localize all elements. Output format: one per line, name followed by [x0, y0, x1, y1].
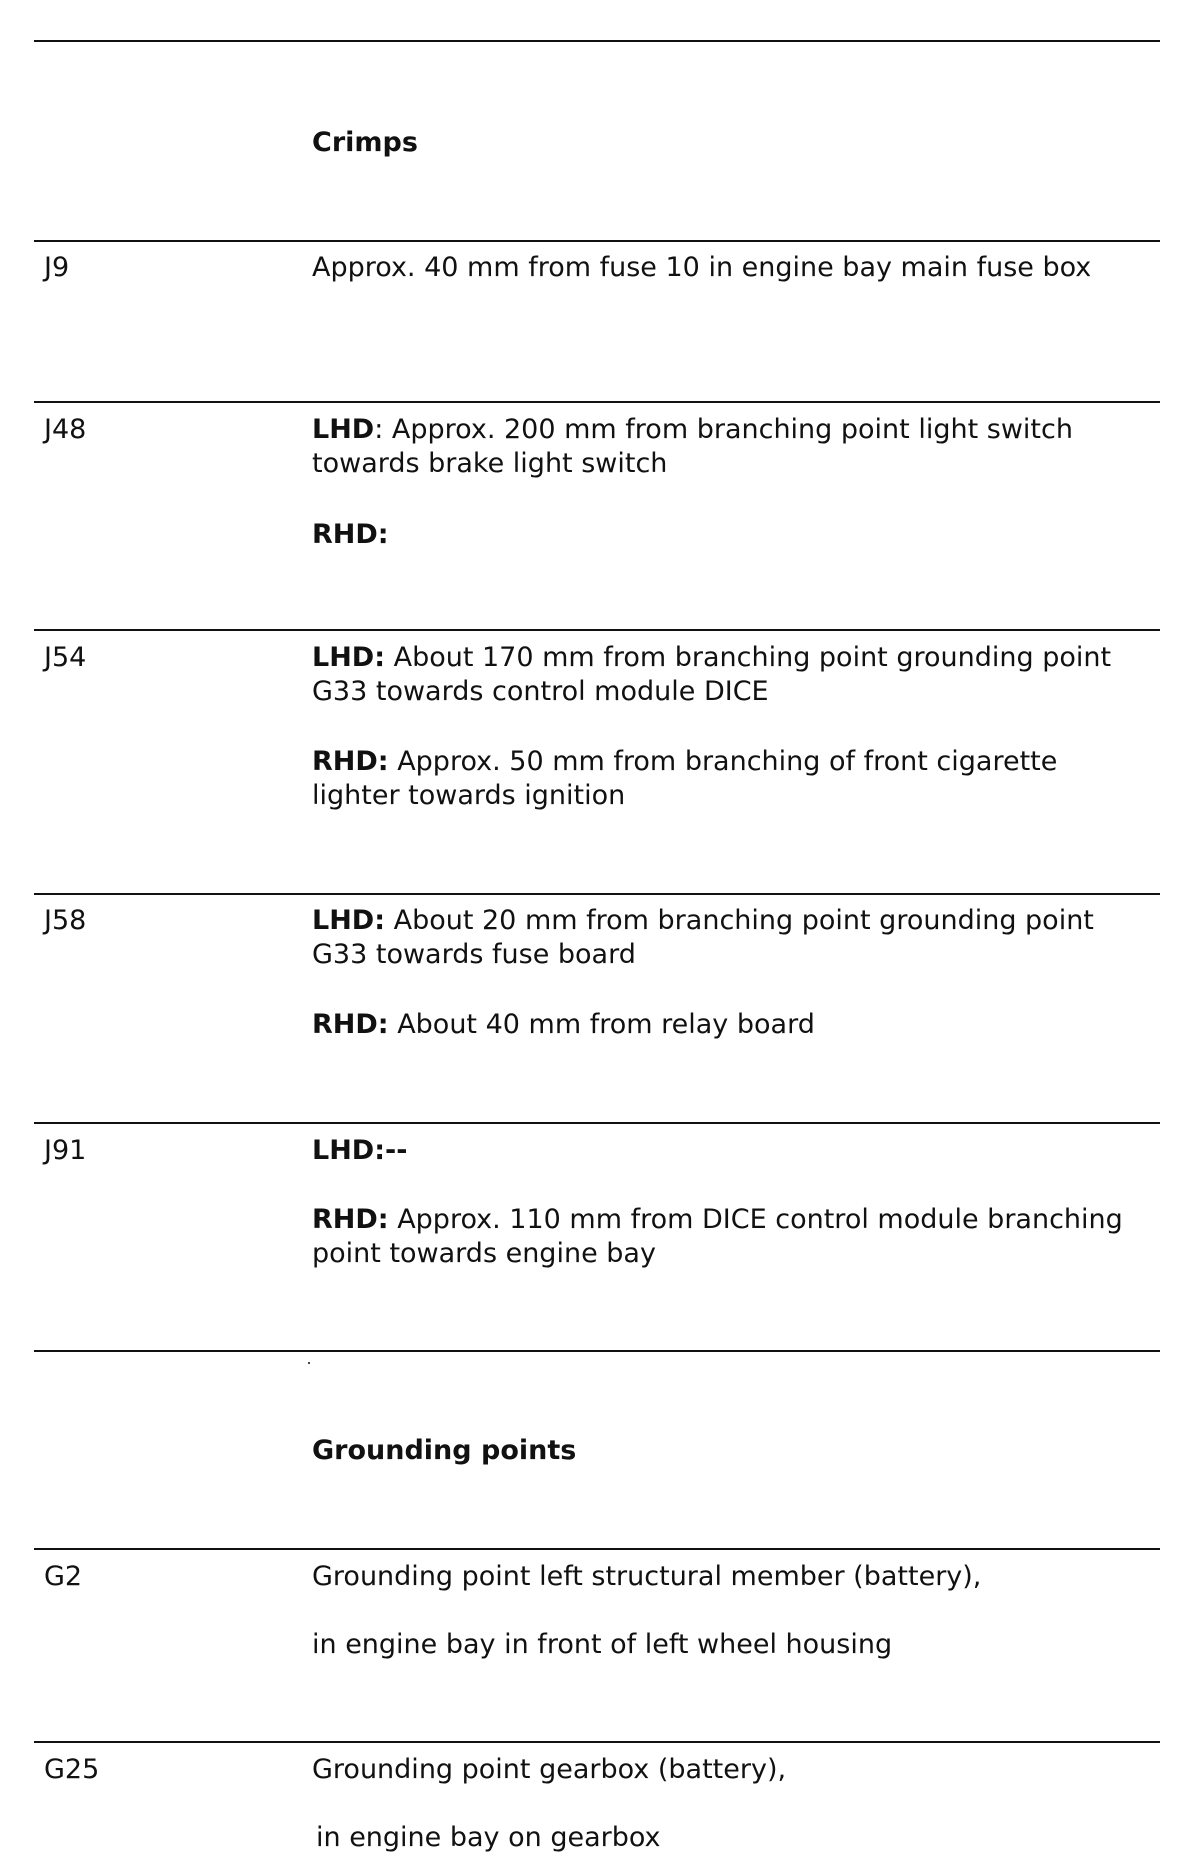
divider — [34, 1548, 1160, 1550]
row-code-j48: J48 — [44, 414, 87, 445]
row-desc-j58-lhd — [312, 904, 1152, 972]
lhd-label: LHD:-- — [312, 1135, 408, 1166]
divider — [34, 893, 1160, 895]
row-desc-j9: Approx. 40 mm from fuse 10 in engine bay main fuse box — [312, 252, 1092, 283]
lhd-label: LHD — [312, 414, 375, 445]
row-desc-g2-line1: Grounding point left structural member (battery), — [312, 1561, 982, 1592]
rhd-text: Approx. 110 mm from DICE control module branching point towards engine bay — [312, 1204, 1123, 1269]
row-code-j54: J54 — [44, 642, 87, 673]
section-heading-crimps: Crimps — [312, 127, 418, 158]
lhd-text: About 20 mm from branching point grounding point G33 towards fuse board — [312, 905, 1094, 970]
row-desc-g25-line1: Grounding point gearbox (battery), — [312, 1754, 787, 1785]
row-desc-j48-rhd — [312, 518, 1152, 552]
lhd-label: LHD: — [312, 905, 386, 936]
row-code-j91: J91 — [44, 1135, 87, 1166]
row-desc-j54-lhd — [312, 641, 1152, 709]
rhd-label: RHD: — [312, 519, 389, 550]
lhd-text: About 170 mm from branching point grounding point G33 towards control module DICE — [312, 642, 1112, 707]
row-desc-j54-rhd — [312, 745, 1152, 813]
row-code-g2: G2 — [44, 1561, 83, 1592]
divider — [34, 401, 1160, 403]
section-heading-grounding: Grounding points — [312, 1435, 577, 1466]
divider — [34, 240, 1160, 242]
divider — [34, 1350, 1160, 1352]
divider — [34, 1122, 1160, 1124]
scan-speck — [308, 1362, 310, 1364]
row-desc-j58-rhd — [312, 1008, 1152, 1042]
row-desc-j91-rhd — [312, 1203, 1152, 1271]
rhd-label: RHD: — [312, 746, 389, 777]
divider — [34, 40, 1160, 42]
row-code-g25: G25 — [44, 1754, 100, 1785]
row-desc-g2-line2: in engine bay in front of left wheel housing — [312, 1629, 893, 1660]
rhd-label: RHD: — [312, 1204, 389, 1235]
row-code-j58: J58 — [44, 905, 87, 936]
divider — [34, 1741, 1160, 1743]
row-desc-g25-line2: in engine bay on gearbox — [316, 1822, 661, 1853]
rhd-text: About 40 mm from relay board — [388, 1009, 815, 1040]
divider — [34, 629, 1160, 631]
rhd-text: Approx. 50 mm from branching of front cigarette lighter towards ignition — [312, 746, 1058, 811]
row-desc-j91-lhd — [312, 1134, 1152, 1168]
rhd-label: RHD: — [312, 1009, 389, 1040]
row-code-j9: J9 — [44, 252, 70, 283]
lhd-text: : Approx. 200 mm from branching point light switch towards brake light switch — [312, 414, 1073, 479]
lhd-label: LHD: — [312, 642, 386, 673]
row-desc-j48-lhd — [312, 413, 1152, 481]
